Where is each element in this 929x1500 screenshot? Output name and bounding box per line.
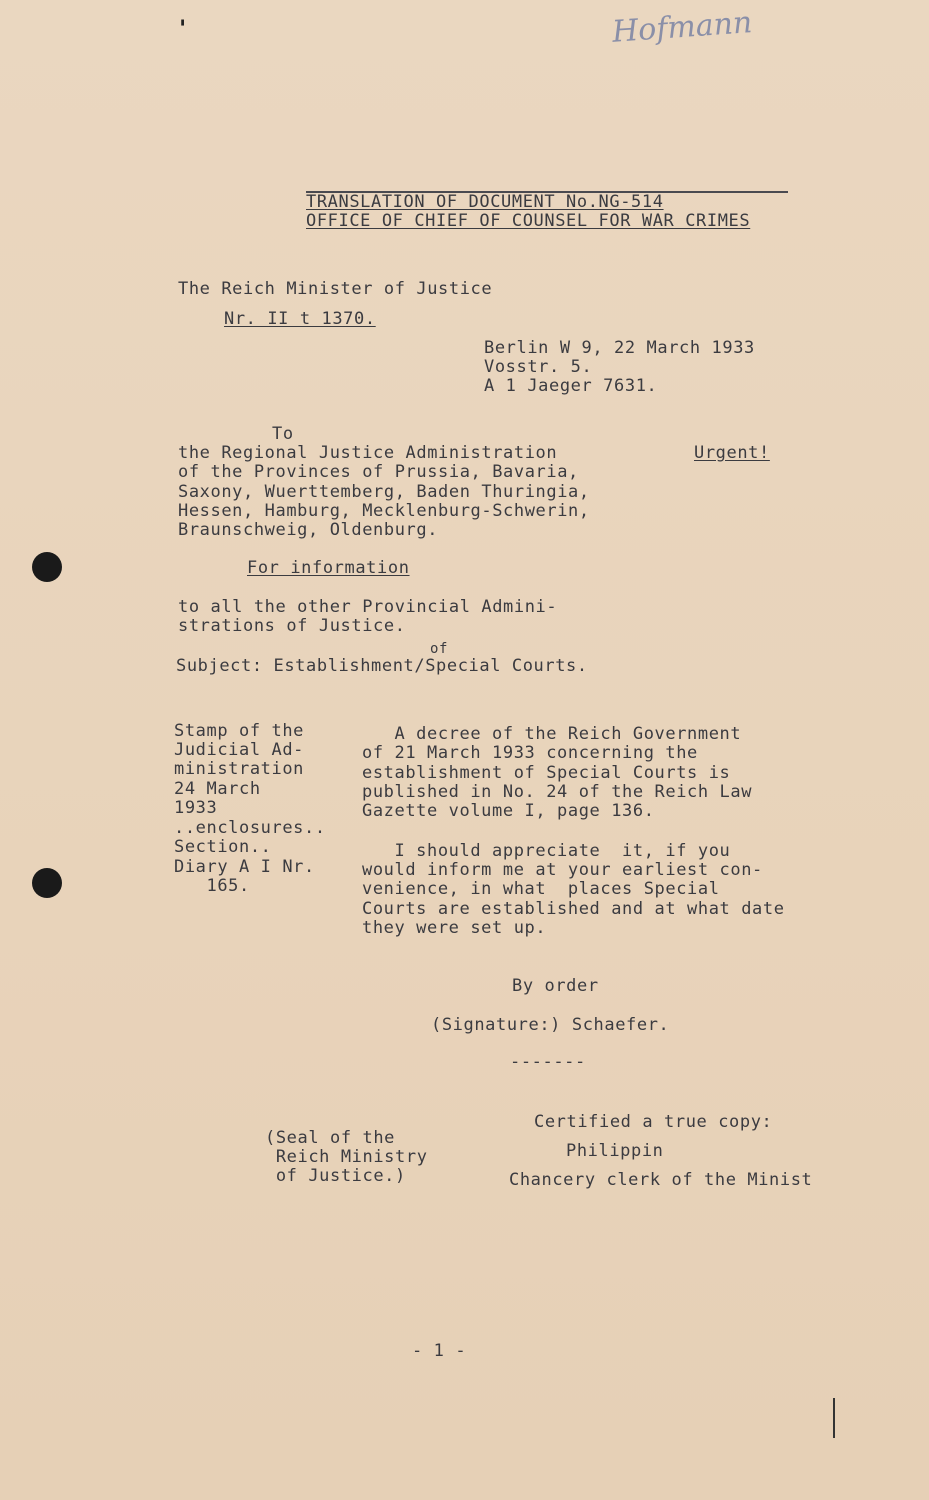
certification-name: Philippin <box>566 1141 664 1161</box>
body-line: establishment of Special Courts is <box>362 763 731 783</box>
address-line-2: Vosstr. 5. <box>484 357 593 377</box>
body-line: Courts are established and at what date <box>362 899 785 919</box>
sender-title: The Reich Minister of Justice <box>178 279 493 299</box>
recipient-to: To <box>272 424 294 444</box>
recipient-line: Braunschweig, Oldenburg. <box>178 520 439 540</box>
header-line-1: TRANSLATION OF DOCUMENT No.NG-514 <box>306 192 664 212</box>
info-line: to all the other Provincial Admini- <box>178 597 558 617</box>
binder-hole <box>32 552 62 582</box>
stamp-line: Stamp of the <box>174 721 305 741</box>
margin-mark <box>833 1398 835 1438</box>
body-line: Gazette volume I, page 136. <box>362 801 655 821</box>
recipient-line: the Regional Justice Administration <box>178 443 558 463</box>
corner-mark: ' <box>176 17 190 42</box>
body-line: I should appreciate it, if you <box>362 841 731 861</box>
body-line: they were set up. <box>362 918 547 938</box>
sender-reference: Nr. II t 1370. <box>224 309 376 329</box>
recipient-line: Saxony, Wuerttemberg, Baden Thuringia, <box>178 482 590 502</box>
stamp-line: Diary A I Nr. <box>174 857 315 877</box>
info-line: strations of Justice. <box>178 616 406 636</box>
by-order: By order <box>512 976 599 996</box>
info-label: For information <box>247 558 410 578</box>
body-line: A decree of the Reich Government <box>362 724 742 744</box>
divider: ------- <box>510 1052 586 1072</box>
stamp-line: ..enclosures.. <box>174 818 326 838</box>
body-line: published in No. 24 of the Reich Law <box>362 782 753 802</box>
stamp-line: 165. <box>174 876 250 896</box>
body-line: venience, in what places Special <box>362 879 720 899</box>
certification-line-3: Chancery clerk of the Minist <box>509 1170 813 1190</box>
certification-line-1: Certified a true copy: <box>534 1112 773 1132</box>
address-line-3: A 1 Jaeger 7631. <box>484 376 658 396</box>
body-line: would inform me at your earliest con- <box>362 860 763 880</box>
seal-line: (Seal of the <box>265 1128 396 1148</box>
stamp-line: ministration <box>174 759 305 779</box>
recipient-line: of the Provinces of Prussia, Bavaria, <box>178 462 579 482</box>
handwritten-annotation: Hofmann <box>610 5 754 50</box>
stamp-line: 1933 <box>174 798 218 818</box>
urgent-label: Urgent! <box>694 443 770 463</box>
signature: (Signature:) Schaefer. <box>431 1015 670 1035</box>
header-line-2: OFFICE OF CHIEF OF COUNSEL FOR WAR CRIMES <box>306 211 751 231</box>
stamp-line: Section.. <box>174 837 272 857</box>
recipient-line: Hessen, Hamburg, Mecklenburg-Schwerin, <box>178 501 590 521</box>
subject-line: Subject: Establishment/Special Courts. <box>176 656 588 676</box>
stamp-line: Judicial Ad- <box>174 740 305 760</box>
seal-line: Reich Ministry <box>265 1147 428 1167</box>
stamp-line: 24 March <box>174 779 261 799</box>
binder-hole <box>32 868 62 898</box>
seal-line: of Justice.) <box>265 1166 406 1186</box>
address-line-1: Berlin W 9, 22 March 1933 <box>484 338 755 358</box>
body-line: of 21 March 1933 concerning the <box>362 743 698 763</box>
subject-insert: of <box>430 641 449 657</box>
page-number: - 1 - <box>412 1341 467 1361</box>
